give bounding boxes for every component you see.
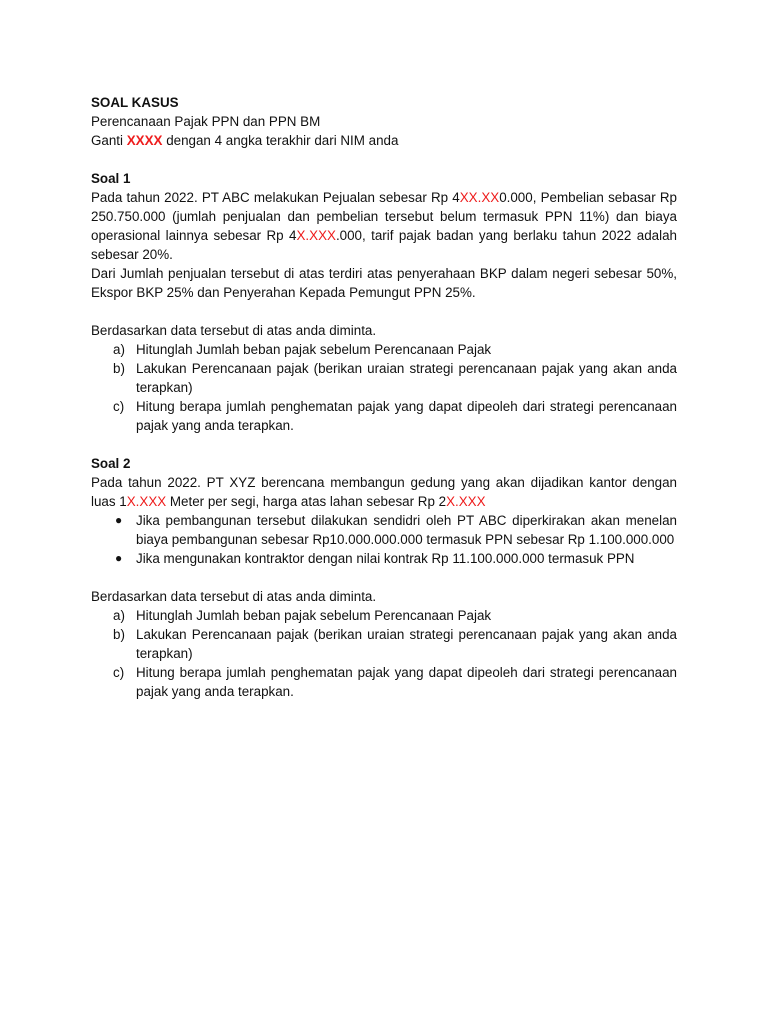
list-marker: c) bbox=[113, 665, 125, 680]
instruction-line bbox=[91, 131, 677, 150]
list-item bbox=[91, 340, 677, 359]
question-text: Hitunglah Jumlah beban pajak sebelum Perencanaan Pajak bbox=[136, 608, 492, 623]
bullet-icon: ● bbox=[115, 513, 123, 527]
soal1-heading: Soal 1 bbox=[91, 171, 131, 186]
soal2-p1-text-a: Pada tahun 2022. PT XYZ berencana membangun gedung yang akan dijadikan kantor dengan luas 1 bbox=[91, 475, 677, 509]
soal2-p1-placeholder-1: X.XXX bbox=[126, 494, 167, 509]
list-marker: a) bbox=[113, 342, 125, 357]
list-item bbox=[91, 663, 677, 701]
soal1-p1-placeholder-2: X.XXX bbox=[296, 228, 336, 243]
soal1-intro: Berdasarkan data tersebut di atas anda diminta. bbox=[91, 323, 377, 338]
soal1-p1-text-e: .000, tarif pajak badan yang berlaku tahun 2022 adalah sebesar 20%. bbox=[91, 228, 677, 262]
bullet-text: Jika pembangunan tersebut dilakukan sendidri oleh PT ABC diperkirakan akan menelan biaya pembangunan sebesar Rp10.000.000.000 termasuk PPN sebesar Rp 1.100.000.000 bbox=[136, 513, 677, 547]
question-text: Hitung berapa jumlah penghematan pajak yang dapat dipeoleh dari strategi perencanaan pajak yang anda terapkan. bbox=[136, 399, 677, 433]
soal1-paragraph-2: Dari Jumlah penjualan tersebut di atas terdiri atas penyerahaan BKP dalam negeri sebesar 50%, Ekspor BKP 25% dan Penyerahan Kepada Pemungut PPN 25%. bbox=[91, 266, 677, 300]
soal1-paragraph-1 bbox=[91, 188, 677, 264]
list-item bbox=[91, 549, 677, 568]
instruction-suffix: dengan 4 angka terakhir dari NIM anda bbox=[162, 133, 399, 148]
instruction-highlight: XXXX bbox=[126, 133, 163, 148]
list-item bbox=[91, 625, 677, 663]
soal2-paragraph-1 bbox=[91, 473, 677, 511]
list-marker: b) bbox=[113, 627, 125, 642]
soal2-p1-placeholder-2: X.XXX bbox=[446, 494, 486, 509]
question-text: Hitunglah Jumlah beban pajak sebelum Perencanaan Pajak bbox=[136, 342, 492, 357]
list-item bbox=[91, 606, 677, 625]
soal1-p1-placeholder-1: XX.XX bbox=[459, 190, 500, 205]
list-marker: a) bbox=[113, 608, 125, 623]
soal1-p1-text-c: 0.000, Pembelian sebasar Rp 250.750.000 (jumlah penjualan dan pembelian tersebut belum termasuk PPN 11%) dan biaya operasional lainnya sebesar Rp 4 bbox=[91, 190, 678, 243]
document-content bbox=[91, 93, 677, 701]
soal2-question-list bbox=[91, 606, 677, 701]
list-marker: b) bbox=[113, 361, 125, 376]
document-subtitle: Perencanaan Pajak PPN dan PPN BM bbox=[91, 114, 321, 129]
document-title: SOAL KASUS bbox=[91, 95, 179, 110]
soal1-p1-text-a: Pada tahun 2022. PT ABC melakukan Pejualan sebesar Rp 4 bbox=[91, 190, 460, 205]
question-text: Lakukan Perencanaan pajak (berikan uraian strategi perencanaan pajak yang akan anda terapkan) bbox=[136, 361, 677, 395]
soal2-bullet-list bbox=[91, 511, 677, 568]
list-item bbox=[91, 511, 677, 549]
list-item bbox=[91, 397, 677, 435]
soal2-intro: Berdasarkan data tersebut di atas anda diminta. bbox=[91, 589, 377, 604]
bullet-text: Jika mengunakan kontraktor dengan nilai kontrak Rp 11.100.000.000 termasuk PPN bbox=[136, 551, 635, 566]
instruction-prefix: Ganti bbox=[91, 133, 127, 148]
list-marker: c) bbox=[113, 399, 125, 414]
question-text: Lakukan Perencanaan pajak (berikan uraian strategi perencanaan pajak yang akan anda terapkan) bbox=[136, 627, 677, 661]
soal2-heading: Soal 2 bbox=[91, 456, 131, 471]
soal2-p1-text-c: Meter per segi, harga atas lahan sebesar Rp 2 bbox=[166, 494, 447, 509]
question-text: Hitung berapa jumlah penghematan pajak yang dapat dipeoleh dari strategi perencanaan pajak yang anda terapkan. bbox=[136, 665, 677, 699]
list-item bbox=[91, 359, 677, 397]
bullet-icon: ● bbox=[115, 551, 123, 565]
soal1-question-list bbox=[91, 340, 677, 435]
